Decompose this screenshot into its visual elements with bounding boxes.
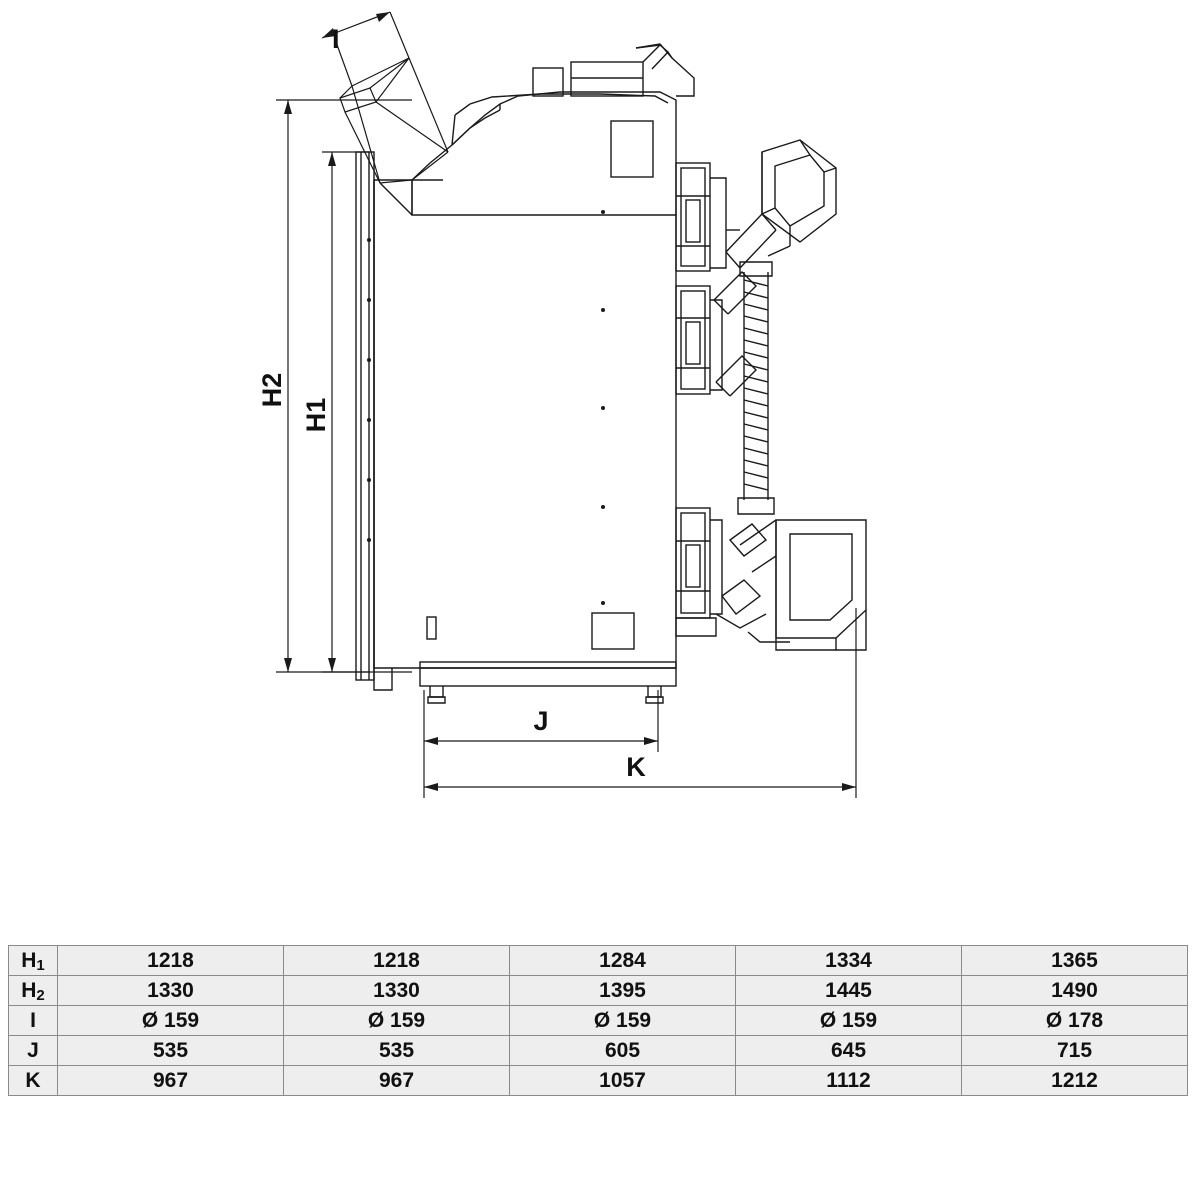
boiler-top-cover: [412, 92, 676, 215]
table-cell: Ø 159: [284, 1006, 510, 1036]
table-cell: 1330: [58, 976, 284, 1006]
body-lower-panel: [592, 613, 634, 649]
table-cell: 1445: [736, 976, 962, 1006]
table-row: [9, 976, 1188, 1006]
table-cell: 1395: [510, 976, 736, 1006]
dimension-label-h1: H1: [301, 397, 331, 433]
row-label-i: I: [9, 1006, 58, 1036]
table-cell: 1112: [736, 1066, 962, 1096]
table-cell: 967: [58, 1066, 284, 1096]
middle-bracket: [676, 286, 722, 394]
table-cell: Ø 159: [510, 1006, 736, 1036]
table-row: [9, 1066, 1188, 1096]
spec-table-body: [9, 946, 1188, 1096]
left-latch: [427, 617, 436, 639]
table-cell: Ø 178: [962, 1006, 1188, 1036]
dimension-label-i: I: [332, 24, 340, 54]
table-cell: 1212: [962, 1066, 1188, 1096]
table-cell: 535: [284, 1036, 510, 1066]
table-cell: 1334: [736, 946, 962, 976]
row-label-h2: H2: [9, 976, 58, 1006]
upper-feeder-arm: [726, 214, 776, 268]
table-cell: 535: [58, 1036, 284, 1066]
table-cell: Ø 159: [736, 1006, 962, 1036]
table-row: [9, 946, 1188, 976]
dimension-label-h2: H2: [257, 372, 287, 408]
lower-auger-unit: [716, 520, 866, 650]
table-cell: 645: [736, 1036, 962, 1066]
table-cell: 1057: [510, 1066, 736, 1096]
flexible-hose: [738, 262, 774, 514]
table-cell: 1330: [284, 976, 510, 1006]
dimension-label-k: K: [626, 752, 646, 782]
dimension-h2: [276, 100, 412, 672]
table-cell: 1218: [284, 946, 510, 976]
upper-bracket: [676, 163, 740, 271]
table-cell: 715: [962, 1036, 1188, 1066]
table-cell: 1284: [510, 946, 736, 976]
boiler-left-panel: [356, 152, 374, 680]
table-cell: 1490: [962, 976, 1188, 1006]
lower-bracket: [676, 508, 722, 636]
specification-table: [8, 945, 1188, 1096]
table-cell: 967: [284, 1066, 510, 1096]
table-row: [9, 1006, 1188, 1036]
top-control-box: [533, 44, 694, 96]
table-cell: 1218: [58, 946, 284, 976]
upper-feeder-motor: [762, 140, 836, 256]
row-label-k: K: [9, 1066, 58, 1096]
boiler-main-body: [374, 180, 676, 668]
row-label-h1: H1: [9, 946, 58, 976]
dimension-i: [322, 12, 448, 183]
dimension-label-j: J: [533, 706, 549, 736]
table-cell: 605: [510, 1036, 736, 1066]
table-row: [9, 1036, 1188, 1066]
body-upper-panel: [611, 121, 653, 177]
body-rivet-dots: [601, 210, 605, 605]
row-label-j: J: [9, 1036, 58, 1066]
table-cell: Ø 159: [58, 1006, 284, 1036]
table-cell: 1365: [962, 946, 1188, 976]
